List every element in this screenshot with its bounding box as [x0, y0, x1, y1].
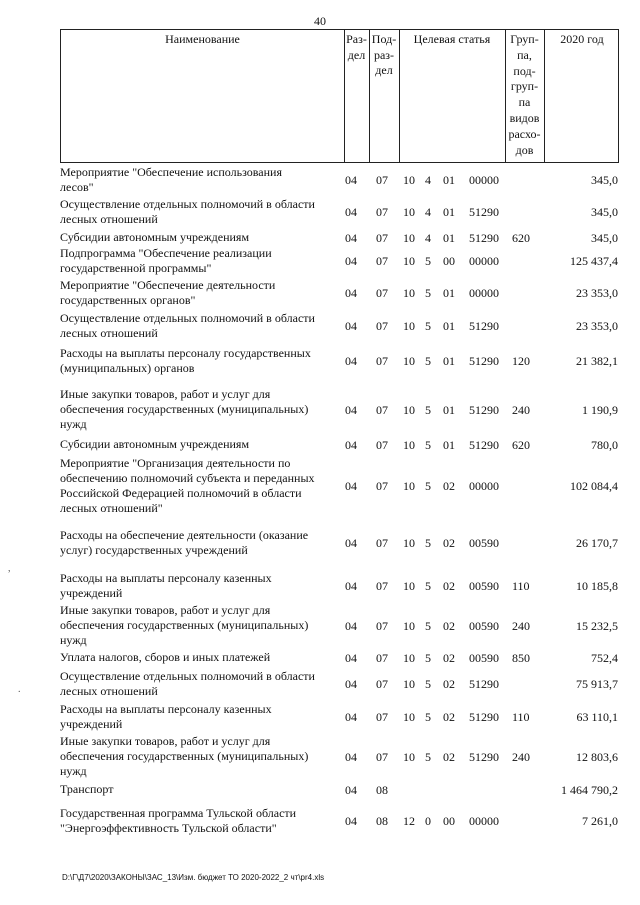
cell-podr: 07: [376, 579, 388, 593]
table-row: [60, 311, 620, 343]
cell-p4: 51290: [469, 354, 499, 368]
row-name: Расходы на выплаты персоналу государственных (муниципальных) органов: [60, 346, 311, 375]
cell-p3: 01: [443, 173, 455, 187]
cell-vid: 110: [512, 710, 530, 724]
table-row: [60, 782, 620, 802]
cell-p3: 02: [443, 710, 455, 724]
table-row: [60, 650, 620, 668]
cell-p1: 10: [403, 205, 415, 219]
cell-podr: 07: [376, 651, 388, 665]
table-row: [60, 387, 620, 435]
cell-p3: 02: [443, 536, 455, 550]
cell-podr: 07: [376, 403, 388, 417]
cell-p1: 10: [403, 319, 415, 333]
cell-p3: 02: [443, 677, 455, 691]
row-name: Иные закупки товаров, работ и услуг для обеспечения государственных (муниципальных) нужд: [60, 603, 309, 647]
cell-vid: 240: [512, 403, 530, 417]
cell-sum: 10 185,8: [576, 579, 618, 593]
cell-p3: 00: [443, 814, 455, 828]
cell-razd: 04: [345, 254, 357, 268]
cell-vid: 620: [512, 231, 530, 245]
cell-sum: 23 353,0: [576, 286, 618, 300]
row-name: Субсидии автономным учреждениям: [60, 437, 250, 451]
table-header: [60, 29, 619, 163]
cell-p3: 01: [443, 354, 455, 368]
cell-p4: 51290: [469, 319, 499, 333]
cell-razd: 04: [345, 651, 357, 665]
cell-p2: 0: [425, 814, 431, 828]
cell-razd: 04: [345, 286, 357, 300]
cell-razd: 04: [345, 319, 357, 333]
cell-podr: 07: [376, 710, 388, 724]
cell-p4: 00000: [469, 814, 499, 828]
cell-razd: 04: [345, 619, 357, 633]
cell-p1: 10: [403, 438, 415, 452]
row-name: Осуществление отдельных полномочий в области лесных отношений: [60, 311, 315, 340]
cell-sum: 12 803,6: [576, 750, 618, 764]
table-row: [60, 806, 620, 846]
row-name: Мероприятие "Обеспечение деятельности государственных органов": [60, 278, 276, 307]
cell-vid: 110: [512, 579, 530, 593]
cell-sum: 345,0: [591, 205, 618, 219]
cell-razd: 04: [345, 205, 357, 219]
cell-p3: 01: [443, 286, 455, 300]
table-row: [60, 669, 620, 701]
header-expense-group: Груп- па, под- груп- па видов расхо- дов: [508, 32, 541, 157]
cell-podr: 07: [376, 286, 388, 300]
cell-p4: 00590: [469, 651, 499, 665]
cell-p3: 01: [443, 403, 455, 417]
page-number: 40: [314, 14, 326, 28]
cell-podr: 07: [376, 438, 388, 452]
cell-sum: 7 261,0: [582, 814, 618, 828]
cell-podr: 07: [376, 231, 388, 245]
cell-sum: 102 084,4: [570, 479, 618, 493]
cell-p2: 5: [425, 619, 431, 633]
table-row: [60, 734, 620, 782]
row-name: Расходы на выплаты персоналу казенных учреждений: [60, 571, 272, 600]
row-name: Осуществление отдельных полномочий в области лесных отношений: [60, 197, 315, 226]
cell-p4: 00000: [469, 286, 499, 300]
cell-p2: 5: [425, 710, 431, 724]
cell-p2: 5: [425, 750, 431, 764]
row-name: Субсидии автономным учреждениям: [60, 230, 250, 244]
cell-sum: 26 170,7: [576, 536, 618, 550]
cell-p2: 5: [425, 403, 431, 417]
cell-p1: 10: [403, 710, 415, 724]
cell-p1: 10: [403, 579, 415, 593]
row-name: Иные закупки товаров, работ и услуг для обеспечения государственных (муниципальных) нужд: [60, 387, 309, 431]
column-divider: [399, 30, 400, 162]
cell-p2: 5: [425, 438, 431, 452]
cell-p2: 5: [425, 319, 431, 333]
cell-p3: 02: [443, 619, 455, 633]
cell-p1: 10: [403, 651, 415, 665]
cell-podr: 08: [376, 783, 388, 797]
row-name: Транспорт: [60, 782, 114, 796]
cell-sum: 752,4: [591, 651, 618, 665]
row-name: Расходы на обеспечение деятельности (оказание услуг) государственных учреждений: [60, 528, 309, 557]
cell-p1: 10: [403, 286, 415, 300]
column-divider: [544, 30, 545, 162]
cell-p3: 02: [443, 479, 455, 493]
cell-p4: 51290: [469, 205, 499, 219]
cell-podr: 07: [376, 479, 388, 493]
cell-sum: 15 232,5: [576, 619, 618, 633]
row-name: Осуществление отдельных полномочий в области лесных отношений: [60, 669, 315, 698]
cell-p1: 10: [403, 677, 415, 691]
table-row: [60, 278, 620, 310]
cell-podr: 07: [376, 205, 388, 219]
cell-sum: 75 913,7: [576, 677, 618, 691]
cell-p2: 4: [425, 231, 431, 245]
cell-razd: 04: [345, 231, 357, 245]
row-name: Государственная программа Тульской области "Энергоэффективность Тульской области": [60, 806, 297, 835]
cell-vid: 240: [512, 619, 530, 633]
cell-p4: 00000: [469, 254, 499, 268]
cell-podr: 08: [376, 814, 388, 828]
header-target-article: Целевая статья: [413, 32, 491, 46]
table-row: [60, 346, 620, 386]
cell-p1: 10: [403, 536, 415, 550]
cell-sum: 345,0: [591, 173, 618, 187]
scan-mark: ,: [8, 563, 11, 574]
cell-p4: 51290: [469, 403, 499, 417]
cell-razd: 04: [345, 536, 357, 550]
cell-p4: 00590: [469, 579, 499, 593]
cell-podr: 07: [376, 173, 388, 187]
cell-p4: 00000: [469, 479, 499, 493]
cell-sum: 23 353,0: [576, 319, 618, 333]
cell-p1: 10: [403, 403, 415, 417]
cell-p1: 12: [403, 814, 415, 828]
table-row: [60, 230, 620, 246]
cell-podr: 07: [376, 319, 388, 333]
cell-razd: 04: [345, 354, 357, 368]
cell-sum: 345,0: [591, 231, 618, 245]
cell-sum: 780,0: [591, 438, 618, 452]
row-name: Уплата налогов, сборов и иных платежей: [60, 650, 271, 664]
cell-p2: 5: [425, 579, 431, 593]
table-row: [60, 528, 620, 568]
cell-sum: 125 437,4: [570, 254, 618, 268]
cell-razd: 04: [345, 438, 357, 452]
cell-p2: 4: [425, 205, 431, 219]
table-row: [60, 437, 620, 455]
cell-p3: 02: [443, 750, 455, 764]
row-name: Иные закупки товаров, работ и услуг для обеспечения государственных (муниципальных) нужд: [60, 734, 309, 778]
cell-razd: 04: [345, 783, 357, 797]
cell-p1: 10: [403, 231, 415, 245]
cell-podr: 07: [376, 619, 388, 633]
cell-p4: 00590: [469, 536, 499, 550]
row-name: Подпрограмма "Обеспечение реализации государственной программы": [60, 246, 272, 275]
cell-p4: 51290: [469, 750, 499, 764]
cell-p2: 5: [425, 479, 431, 493]
cell-razd: 04: [345, 814, 357, 828]
cell-p4: 51290: [469, 677, 499, 691]
cell-razd: 04: [345, 677, 357, 691]
table-row: [60, 456, 620, 526]
cell-p2: 4: [425, 173, 431, 187]
header-year: 2020 год: [560, 32, 604, 46]
cell-vid: 620: [512, 438, 530, 452]
cell-podr: 07: [376, 677, 388, 691]
cell-p1: 10: [403, 750, 415, 764]
cell-vid: 240: [512, 750, 530, 764]
cell-podr: 07: [376, 750, 388, 764]
row-name: Мероприятие "Обеспечение использования лесов": [60, 165, 282, 194]
cell-p1: 10: [403, 254, 415, 268]
row-name: Расходы на выплаты персоналу казенных учреждений: [60, 702, 272, 731]
cell-p1: 10: [403, 173, 415, 187]
scan-mark: .: [18, 684, 21, 695]
cell-sum: 1 190,9: [582, 403, 618, 417]
cell-podr: 07: [376, 254, 388, 268]
cell-p1: 10: [403, 354, 415, 368]
cell-p2: 5: [425, 651, 431, 665]
cell-p1: 10: [403, 479, 415, 493]
row-name: Мероприятие "Организация деятельности по обеспечению полномочий субъекта и переданных Российской Федерацией полномочий в области лесных отношений": [60, 456, 315, 515]
cell-razd: 04: [345, 403, 357, 417]
table-row: [60, 603, 620, 649]
cell-p3: 02: [443, 579, 455, 593]
cell-p2: 5: [425, 354, 431, 368]
cell-razd: 04: [345, 710, 357, 724]
cell-razd: 04: [345, 173, 357, 187]
cell-p3: 01: [443, 319, 455, 333]
file-path-footer: D:\Г\Д7\2020\ЗАКОНЫ\ЗАС_13\Изм. бюджет ТО 2020-2022_2 чт\pr4.xls: [62, 873, 325, 882]
cell-p2: 5: [425, 536, 431, 550]
cell-vid: 850: [512, 651, 530, 665]
cell-p3: 02: [443, 651, 455, 665]
cell-sum: 21 382,1: [576, 354, 618, 368]
table-row: [60, 165, 620, 195]
cell-sum: 63 110,1: [576, 710, 618, 724]
header-razdel: Раз- дел: [346, 32, 367, 62]
header-podrazdel: Под- раз- дел: [371, 32, 397, 77]
header-name: Наименование: [165, 32, 240, 46]
cell-p4: 00590: [469, 619, 499, 633]
cell-p1: 10: [403, 619, 415, 633]
cell-p2: 5: [425, 286, 431, 300]
cell-razd: 04: [345, 579, 357, 593]
table-row: [60, 246, 620, 278]
table-row: [60, 197, 620, 227]
cell-p4: 51290: [469, 231, 499, 245]
cell-razd: 04: [345, 479, 357, 493]
cell-p3: 01: [443, 231, 455, 245]
cell-vid: 120: [512, 354, 530, 368]
cell-p4: 00000: [469, 173, 499, 187]
cell-podr: 07: [376, 536, 388, 550]
cell-p4: 51290: [469, 710, 499, 724]
cell-p4: 51290: [469, 438, 499, 452]
cell-p3: 01: [443, 438, 455, 452]
cell-podr: 07: [376, 354, 388, 368]
cell-p3: 01: [443, 205, 455, 219]
cell-razd: 04: [345, 750, 357, 764]
table-row: [60, 702, 620, 734]
cell-p2: 5: [425, 254, 431, 268]
cell-p3: 00: [443, 254, 455, 268]
cell-p2: 5: [425, 677, 431, 691]
cell-sum: 1 464 790,2: [561, 783, 618, 797]
table-row: [60, 571, 620, 603]
